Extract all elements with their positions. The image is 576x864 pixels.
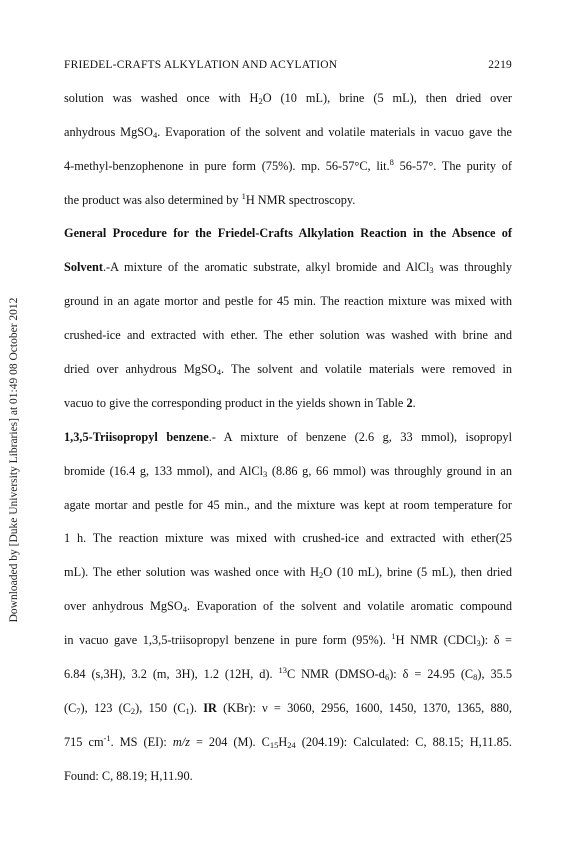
text-line: Found: C, 88.19; H,11.90. [64,769,193,783]
running-title: FRIEDEL-CRAFTS ALKYLATION AND ACYLATION [64,59,338,71]
text-line: agate mortar and pestle for 45 min., and the mixture was kept at room temperature for [64,498,512,512]
text-line: anhydrous MgSO$_4$. Evaporation of the solvent and volatile materials in vacuo gave the [64,125,513,140]
text-line: dried over anhydrous MgSO$_4$. The solvent and volatile materials were removed in [64,362,513,377]
text-line: 4-methyl-benzophenone in pure form (75%). mp. 56-57°C, lit.$^8$ 56-57°. The purity of [64,157,512,173]
watermark-text: Downloaded by [Duke University Libraries] at 01:49 08 October 2012 [8,297,20,623]
text-line: over anhydrous MgSO$_4$. Evaporation of the solvent and volatile aromatic compound [64,599,512,614]
text-line: $(C_7)$, 123 $(C_2)$, 150 $(C_1)$. IR (KBr): ν = 3060, 2956, 1600, 1450, 1370, 1365, 880, [64,701,512,716]
text-line: in vacuo gave 1,3,5-triisopropyl benzene in pure form (95%). $^1$H NMR (CDCl$_3$): δ = [64,631,512,648]
text-line: crushed-ice and extracted with ether. The ether solution was washed with brine and [64,328,512,342]
page-number: 2219 [488,59,512,71]
text-line: the product was also determined by $^1$H NMR spectroscopy. [64,191,356,207]
text-line: 715 $cm^{-1}$. MS (EI): m/z = 204 (M). $C_{15}H_{24}$ (204.19): Calculated: C, 88.15; H,11.85. [64,733,512,750]
compound-heading-line: 1,3,5-Triisopropyl benzene.- A mixture of benzene (2.6 g, 33 mmol), isopropyl [64,430,512,444]
text-line: solution was washed once with $H_2O$ (10 mL), brine (5 mL), then dried over [64,91,512,106]
text-line: bromide (16.4 g, 133 mmol), and AlCl$_3$ (8.86 g, 66 mmol) was throughly ground in an [64,464,512,479]
text-line: 6.84 (s,3H), 3.2 (m, 3H), 1.2 (12H, d). $^{13}$C NMR $(DMSO-d_6)$: δ = 24.95 $(C_8)$, 35.5 [64,665,512,682]
section-heading-line: General Procedure for the Friedel-Crafts Alkylation Reaction in the Absence of [64,226,512,240]
text-line: mL). The ether solution was washed once with $H_2O$ (10 mL), brine (5 mL), then dried [64,565,512,580]
text-line: vacuo to give the corresponding product in the yields shown in Table 2. [64,396,416,410]
text-line: 1 h. The reaction mixture was mixed with crushed-ice and extracted with ether(25 [64,531,512,545]
text-line: ground in an agate mortor and pestle for 45 min. The reaction mixture was mixed with [64,294,512,308]
text-line: Solvent.-A mixture of the aromatic substrate, alkyl bromide and AlCl$_3$ was throughly [64,260,512,275]
